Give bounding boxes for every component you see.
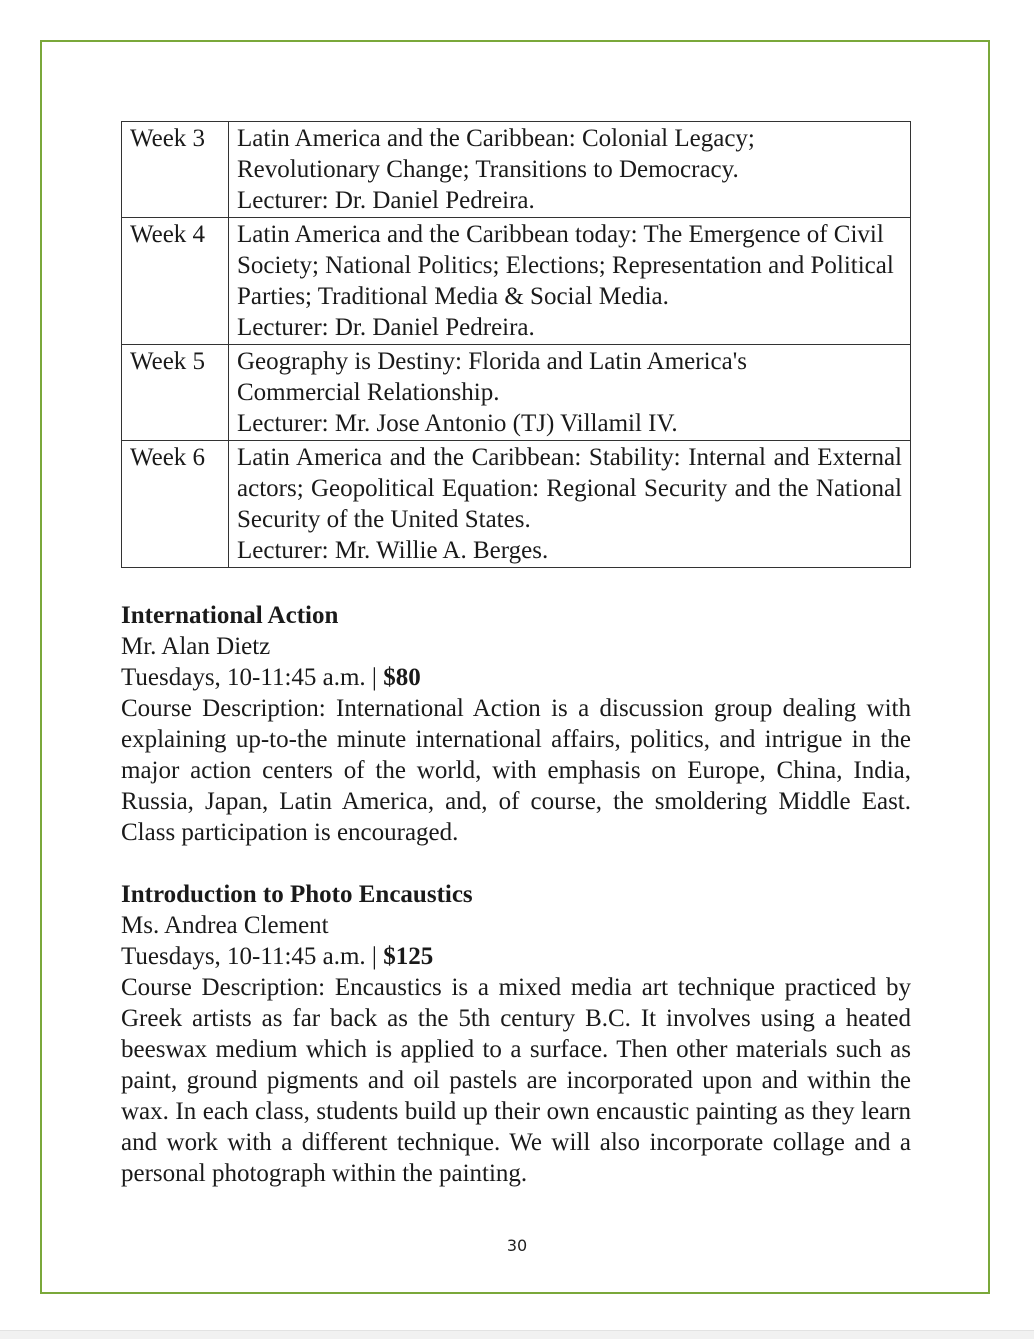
week-cell: Week 5 [122, 345, 229, 441]
course-photo-encaustics [121, 879, 911, 1189]
course-schedule [121, 662, 911, 693]
topic-text: Latin America and the Caribbean today: The Emergence of Civil Society; National Politics; Elections; Representation and Political Parties; Traditional Media & Social Media. [237, 221, 894, 310]
topic-line: Geography is Destiny: Florida and Latin America's [237, 348, 747, 375]
course-instructor: Ms. Andrea Clement [121, 912, 329, 939]
table-row [122, 441, 911, 568]
table-row [122, 345, 911, 441]
week-cell: Week 6 [122, 441, 229, 568]
course-title: Introduction to Photo Encaustics [121, 881, 473, 908]
topic-line: Revolutionary Change; Transitions to Democracy. [237, 156, 739, 183]
course-international-action [121, 600, 911, 848]
lecturer-line: Lecturer: Mr. Jose Antonio (TJ) Villamil IV. [237, 410, 678, 437]
week-cell: Week 3 [122, 122, 229, 218]
course-title: International Action [121, 602, 339, 629]
table-row [122, 122, 911, 218]
course-price: $80 [383, 664, 421, 691]
page-content [121, 121, 911, 1189]
course-price: $125 [383, 943, 434, 970]
lecturer-line: Lecturer: Dr. Daniel Pedreira. [237, 314, 535, 341]
topic-line: Commercial Relationship. [237, 379, 500, 406]
course-time: Tuesdays, 10-11:45 a.m. | [121, 943, 384, 970]
topic-cell [229, 122, 911, 218]
lecture-schedule-table [121, 121, 911, 568]
week-cell: Week 4 [122, 218, 229, 345]
topic-cell [229, 441, 911, 568]
table-row [122, 218, 911, 345]
topic-cell [229, 345, 911, 441]
topic-text: Latin America and the Caribbean: Stability: Internal and External actors; Geopolitical Equation: Regional Security and the National Security of the United States. [237, 444, 902, 533]
course-instructor: Mr. Alan Dietz [121, 633, 271, 660]
lecturer-line: Lecturer: Dr. Daniel Pedreira. [237, 187, 535, 214]
course-schedule [121, 941, 911, 972]
course-description: Course Description: Encaustics is a mixed media art technique practiced by Greek artists as far back as the 5th century B.C. It involves using a heated beeswax medium which is applied to a surface. Then other materials such as paint, ground pigments and oil pastels are incorporated upon and within the wax. In each class, students build up their own encaustic painting as they learn and work with a different technique. We will also incorporate collage and a personal photograph within the painting. [121, 974, 911, 1187]
page-number: 30 [506, 1236, 528, 1255]
course-time: Tuesdays, 10-11:45 a.m. | [121, 664, 384, 691]
lecturer-line: Lecturer: Mr. Willie A. Berges. [237, 537, 549, 564]
topic-line: Latin America and the Caribbean: Colonial Legacy; [237, 125, 755, 152]
topic-cell [229, 218, 911, 345]
course-description: Course Description: International Action is a discussion group dealing with explaining up-to-the minute international affairs, politics, and intrigue in the major action centers of the world, with emphasis on Europe, China, India, Russia, Japan, Latin America, and, of course, the smoldering Middle East. Class participation is encouraged. [121, 695, 911, 846]
